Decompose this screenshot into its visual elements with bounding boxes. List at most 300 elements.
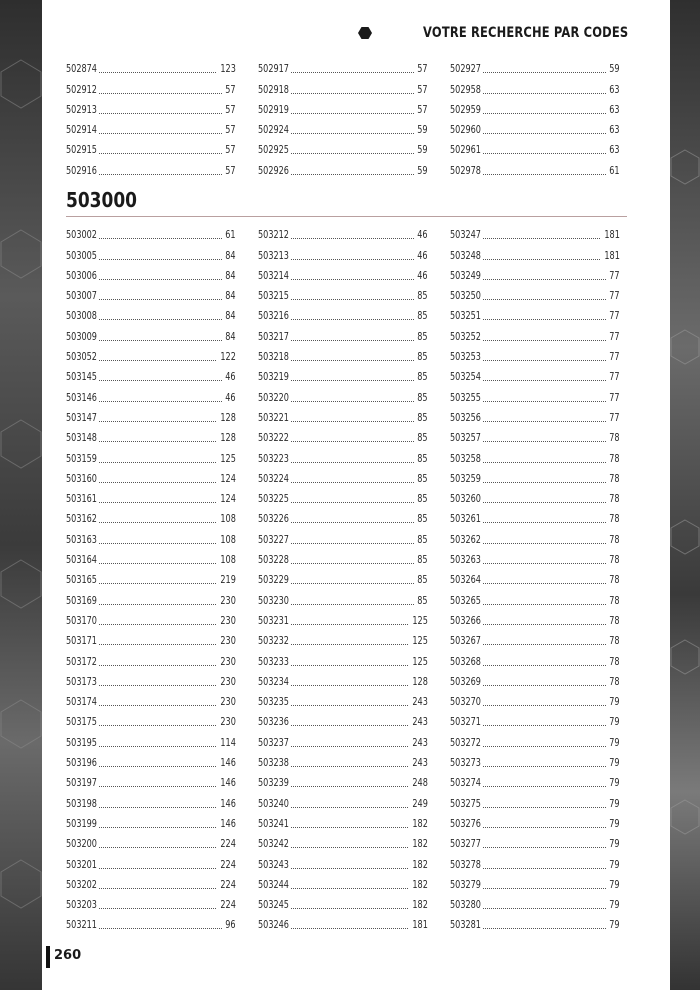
hexagon-icon <box>358 26 372 40</box>
entry-code: 503199 <box>66 816 97 830</box>
dot-leader <box>483 237 600 239</box>
dot-leader <box>291 379 414 381</box>
index-entry <box>66 466 236 486</box>
index-entry <box>450 242 620 262</box>
entry-page: 77 <box>609 268 620 282</box>
entry-page: 46 <box>225 370 236 384</box>
entry-page: 61 <box>225 228 236 242</box>
entry-page: 181 <box>412 918 428 932</box>
entry-code: 503172 <box>66 654 97 668</box>
entry-code: 503259 <box>450 471 481 485</box>
entry-code: 503230 <box>258 593 289 607</box>
dot-leader <box>291 582 414 584</box>
dot-leader <box>99 806 216 808</box>
entry-code: 503222 <box>258 431 289 445</box>
index-entry <box>450 506 620 526</box>
index-entry <box>66 892 236 912</box>
index-entry <box>66 283 236 303</box>
entry-code: 502927 <box>450 62 481 76</box>
index-entry <box>450 790 620 810</box>
entry-code: 503269 <box>450 674 481 688</box>
entry-page: 108 <box>220 512 236 526</box>
dot-leader <box>99 461 216 463</box>
index-entry <box>258 872 428 892</box>
entry-code: 503219 <box>258 370 289 384</box>
dot-leader <box>483 887 606 889</box>
entry-code: 503223 <box>258 451 289 465</box>
entry-code: 503235 <box>258 695 289 709</box>
entry-page: 84 <box>225 289 236 303</box>
entry-page: 57 <box>417 102 428 116</box>
entry-code: 503266 <box>450 613 481 627</box>
index-entry <box>450 364 620 384</box>
entry-page: 78 <box>609 613 620 627</box>
entry-page: 181 <box>604 248 620 262</box>
entry-page: 78 <box>609 532 620 546</box>
dot-leader <box>291 907 408 909</box>
dot-leader <box>99 745 216 747</box>
index-entry <box>258 344 428 364</box>
dot-leader <box>291 745 408 747</box>
index-entry <box>66 486 236 506</box>
index-entry <box>66 811 236 831</box>
index-entry <box>66 405 236 425</box>
index-entry <box>450 405 620 425</box>
dot-leader <box>483 298 606 300</box>
entry-page: 84 <box>225 248 236 262</box>
dot-leader <box>483 379 606 381</box>
dot-leader <box>291 562 414 564</box>
entry-code: 503173 <box>66 674 97 688</box>
index-entry <box>258 117 428 137</box>
dot-leader <box>291 521 414 523</box>
dot-leader <box>483 318 606 320</box>
index-entry <box>258 770 428 790</box>
entry-page: 125 <box>412 634 428 648</box>
entry-code: 503264 <box>450 573 481 587</box>
index-entry <box>66 384 236 404</box>
index-entry <box>66 587 236 607</box>
dot-leader <box>483 400 606 402</box>
entry-code: 503009 <box>66 329 97 343</box>
dot-leader <box>483 501 606 503</box>
entry-code: 502924 <box>258 123 289 137</box>
index-entry <box>450 344 620 364</box>
entry-code: 503160 <box>66 471 97 485</box>
dot-leader <box>291 420 414 422</box>
dot-leader <box>99 927 222 929</box>
entry-page: 230 <box>220 715 236 729</box>
entry-page: 85 <box>417 532 428 546</box>
index-entry <box>66 790 236 810</box>
entry-page: 124 <box>220 492 236 506</box>
entry-code: 503217 <box>258 329 289 343</box>
dot-leader <box>291 765 408 767</box>
index-entry <box>258 425 428 445</box>
dot-leader <box>291 501 414 503</box>
entry-code: 503146 <box>66 390 97 404</box>
entry-code: 503277 <box>450 837 481 851</box>
dot-leader <box>483 420 606 422</box>
entry-page: 78 <box>609 634 620 648</box>
entry-page: 230 <box>220 654 236 668</box>
entry-page: 230 <box>220 695 236 709</box>
entry-page: 108 <box>220 553 236 567</box>
entry-page: 230 <box>220 674 236 688</box>
index-entry <box>66 242 236 262</box>
entry-page: 78 <box>609 431 620 445</box>
entry-page: 57 <box>417 62 428 76</box>
index-entry <box>66 303 236 323</box>
entry-page: 59 <box>609 62 620 76</box>
dot-leader <box>483 481 606 483</box>
entry-page: 125 <box>412 654 428 668</box>
entry-page: 77 <box>609 350 620 364</box>
header-title: VOTRE RECHERCHE PAR CODES <box>422 25 628 41</box>
dot-leader <box>483 71 606 73</box>
index-entry <box>450 729 620 749</box>
dot-leader <box>291 785 408 787</box>
dot-leader <box>99 132 222 134</box>
dot-leader <box>291 359 414 361</box>
entry-page: 181 <box>604 228 620 242</box>
index-entry <box>450 97 620 117</box>
index-entry <box>258 608 428 628</box>
index-entry <box>450 425 620 445</box>
dot-leader <box>291 278 414 280</box>
index-entry <box>258 689 428 709</box>
entry-page: 85 <box>417 370 428 384</box>
entry-page: 78 <box>609 654 620 668</box>
entry-page: 85 <box>417 289 428 303</box>
index-entry <box>450 486 620 506</box>
entry-code: 503258 <box>450 451 481 465</box>
entry-code: 503201 <box>66 857 97 871</box>
entry-code: 502917 <box>258 62 289 76</box>
entry-code: 503236 <box>258 715 289 729</box>
entry-code: 502926 <box>258 163 289 177</box>
dot-leader <box>99 440 216 442</box>
dot-leader <box>483 359 606 361</box>
entry-code: 503008 <box>66 309 97 323</box>
dot-leader <box>291 318 414 320</box>
dot-leader <box>291 112 414 114</box>
index-entry <box>258 242 428 262</box>
index-entry <box>66 912 236 932</box>
entry-page: 108 <box>220 532 236 546</box>
dot-leader <box>483 643 606 645</box>
entry-page: 85 <box>417 573 428 587</box>
entry-page: 230 <box>220 613 236 627</box>
section-title: 503000 <box>66 188 137 212</box>
entry-code: 503226 <box>258 512 289 526</box>
entry-page: 63 <box>609 102 620 116</box>
entry-code: 503256 <box>450 410 481 424</box>
entry-code: 503248 <box>450 248 481 262</box>
entry-page: 85 <box>417 492 428 506</box>
entry-code: 503232 <box>258 634 289 648</box>
entry-code: 503265 <box>450 593 481 607</box>
entry-code: 503200 <box>66 837 97 851</box>
index-entry <box>258 628 428 648</box>
entry-code: 503260 <box>450 492 481 506</box>
entry-page: 46 <box>417 228 428 242</box>
entry-code: 503227 <box>258 532 289 546</box>
dot-leader <box>291 664 408 666</box>
entry-code: 502874 <box>66 62 97 76</box>
entry-page: 79 <box>609 756 620 770</box>
dot-leader <box>99 643 216 645</box>
dot-leader <box>99 237 222 239</box>
dot-leader <box>99 298 222 300</box>
dot-leader <box>291 603 414 605</box>
index-entry <box>450 117 620 137</box>
entry-page: 78 <box>609 492 620 506</box>
dot-leader <box>483 785 606 787</box>
dot-leader <box>99 173 222 175</box>
entry-page: 243 <box>412 756 428 770</box>
index-entry <box>450 587 620 607</box>
entry-page: 78 <box>609 512 620 526</box>
entry-page: 128 <box>220 410 236 424</box>
dot-leader <box>483 258 600 260</box>
entry-code: 503247 <box>450 228 481 242</box>
entry-page: 46 <box>417 268 428 282</box>
entry-code: 503196 <box>66 756 97 770</box>
entry-code: 503241 <box>258 816 289 830</box>
entry-page: 59 <box>417 123 428 137</box>
entry-code: 503229 <box>258 573 289 587</box>
entry-code: 502919 <box>258 102 289 116</box>
index-entry <box>450 445 620 465</box>
entry-code: 503246 <box>258 918 289 932</box>
entry-page: 224 <box>220 837 236 851</box>
entry-code: 502915 <box>66 143 97 157</box>
dot-leader <box>99 420 216 422</box>
entry-code: 503250 <box>450 289 481 303</box>
index-entry <box>66 137 236 157</box>
index-entry <box>66 157 236 177</box>
entry-page: 96 <box>225 918 236 932</box>
index-entry <box>66 851 236 871</box>
index-entry <box>450 709 620 729</box>
dot-leader <box>291 173 414 175</box>
index-entry <box>450 648 620 668</box>
entry-code: 502958 <box>450 82 481 96</box>
entry-page: 57 <box>417 82 428 96</box>
entry-code: 503214 <box>258 268 289 282</box>
entry-page: 63 <box>609 82 620 96</box>
dot-leader <box>483 173 606 175</box>
dot-leader <box>99 826 216 828</box>
index-entry <box>450 263 620 283</box>
entry-page: 230 <box>220 634 236 648</box>
entry-page: 128 <box>220 431 236 445</box>
entry-code: 503148 <box>66 431 97 445</box>
section-column-3 <box>450 222 620 932</box>
entry-page: 78 <box>609 451 620 465</box>
entry-page: 79 <box>609 816 620 830</box>
entry-code: 503159 <box>66 451 97 465</box>
dot-leader <box>483 542 606 544</box>
hexagon-pattern-left <box>0 0 42 990</box>
dot-leader <box>291 887 408 889</box>
entry-page: 85 <box>417 451 428 465</box>
entry-code: 503203 <box>66 898 97 912</box>
entry-code: 503002 <box>66 228 97 242</box>
index-entry <box>66 831 236 851</box>
index-entry <box>258 526 428 546</box>
top-column-3 <box>450 56 620 178</box>
entry-code: 503239 <box>258 776 289 790</box>
dot-leader <box>291 71 414 73</box>
entry-page: 84 <box>225 329 236 343</box>
entry-code: 502918 <box>258 82 289 96</box>
dot-leader <box>99 400 222 402</box>
entry-code: 503170 <box>66 613 97 627</box>
index-entry <box>450 526 620 546</box>
index-entry <box>450 770 620 790</box>
dot-leader <box>483 339 606 341</box>
dot-leader <box>291 623 408 625</box>
index-entry <box>66 547 236 567</box>
index-entry <box>450 157 620 177</box>
entry-page: 84 <box>225 309 236 323</box>
entry-code: 503163 <box>66 532 97 546</box>
index-entry <box>66 117 236 137</box>
index-entry <box>66 263 236 283</box>
entry-code: 503233 <box>258 654 289 668</box>
dot-leader <box>291 461 414 463</box>
entry-page: 125 <box>220 451 236 465</box>
entry-page: 77 <box>609 329 620 343</box>
dot-leader <box>483 846 606 848</box>
entry-page: 243 <box>412 695 428 709</box>
dot-leader <box>483 724 606 726</box>
entry-code: 503220 <box>258 390 289 404</box>
entry-page: 79 <box>609 715 620 729</box>
index-entry <box>66 567 236 587</box>
entry-code: 503274 <box>450 776 481 790</box>
entry-page: 63 <box>609 123 620 137</box>
entry-page: 182 <box>412 837 428 851</box>
index-entry <box>450 669 620 689</box>
dot-leader <box>291 132 414 134</box>
entry-code: 503262 <box>450 532 481 546</box>
dot-leader <box>291 152 414 154</box>
index-entry <box>66 97 236 117</box>
entry-page: 85 <box>417 431 428 445</box>
entry-code: 503275 <box>450 796 481 810</box>
index-entry <box>66 648 236 668</box>
index-entry <box>258 466 428 486</box>
dot-leader <box>291 826 408 828</box>
entry-page: 78 <box>609 471 620 485</box>
entry-code: 503243 <box>258 857 289 871</box>
index-entry <box>258 750 428 770</box>
entry-code: 502959 <box>450 102 481 116</box>
entry-page: 122 <box>220 350 236 364</box>
entry-code: 503276 <box>450 816 481 830</box>
dot-leader <box>99 664 216 666</box>
dot-leader <box>483 112 606 114</box>
entry-code: 503272 <box>450 735 481 749</box>
index-entry <box>258 811 428 831</box>
entry-code: 503169 <box>66 593 97 607</box>
entry-page: 85 <box>417 410 428 424</box>
entry-page: 78 <box>609 573 620 587</box>
entry-page: 85 <box>417 309 428 323</box>
dot-leader <box>483 440 606 442</box>
entry-code: 503238 <box>258 756 289 770</box>
index-entry <box>258 76 428 96</box>
dot-leader <box>483 92 606 94</box>
dot-leader <box>483 684 606 686</box>
dot-leader <box>483 461 606 463</box>
entry-page: 85 <box>417 471 428 485</box>
index-entry <box>258 587 428 607</box>
entry-page: 182 <box>412 898 428 912</box>
entry-page: 146 <box>220 796 236 810</box>
entry-page: 182 <box>412 816 428 830</box>
index-entry <box>66 628 236 648</box>
dot-leader <box>99 92 222 94</box>
dot-leader <box>291 806 408 808</box>
dot-leader <box>291 542 414 544</box>
entry-code: 503175 <box>66 715 97 729</box>
entry-page: 78 <box>609 593 620 607</box>
index-entry <box>450 56 620 76</box>
dot-leader <box>483 664 606 666</box>
index-entry <box>258 137 428 157</box>
index-entry <box>66 364 236 384</box>
entry-code: 503202 <box>66 877 97 891</box>
index-entry <box>66 750 236 770</box>
index-entry <box>450 851 620 871</box>
entry-page: 77 <box>609 309 620 323</box>
dot-leader <box>99 867 216 869</box>
dot-leader <box>99 887 216 889</box>
index-entry <box>450 892 620 912</box>
dot-leader <box>483 927 606 929</box>
entry-page: 79 <box>609 735 620 749</box>
dot-leader <box>99 765 216 767</box>
entry-code: 503271 <box>450 715 481 729</box>
entry-page: 59 <box>417 143 428 157</box>
index-entry <box>450 628 620 648</box>
entry-code: 503240 <box>258 796 289 810</box>
index-entry <box>450 831 620 851</box>
entry-code: 503161 <box>66 492 97 506</box>
index-entry <box>66 425 236 445</box>
index-entry <box>450 303 620 323</box>
page <box>42 0 670 990</box>
entry-code: 503165 <box>66 573 97 587</box>
entry-page: 77 <box>609 390 620 404</box>
index-entry <box>258 892 428 912</box>
dot-leader <box>99 562 216 564</box>
dot-leader <box>483 582 606 584</box>
entry-code: 503253 <box>450 350 481 364</box>
entry-code: 502914 <box>66 123 97 137</box>
dot-leader <box>483 867 606 869</box>
entry-page: 146 <box>220 776 236 790</box>
dot-leader <box>483 623 606 625</box>
index-entry <box>450 323 620 343</box>
dot-leader <box>483 704 606 706</box>
index-entry <box>258 384 428 404</box>
entry-page: 248 <box>412 776 428 790</box>
